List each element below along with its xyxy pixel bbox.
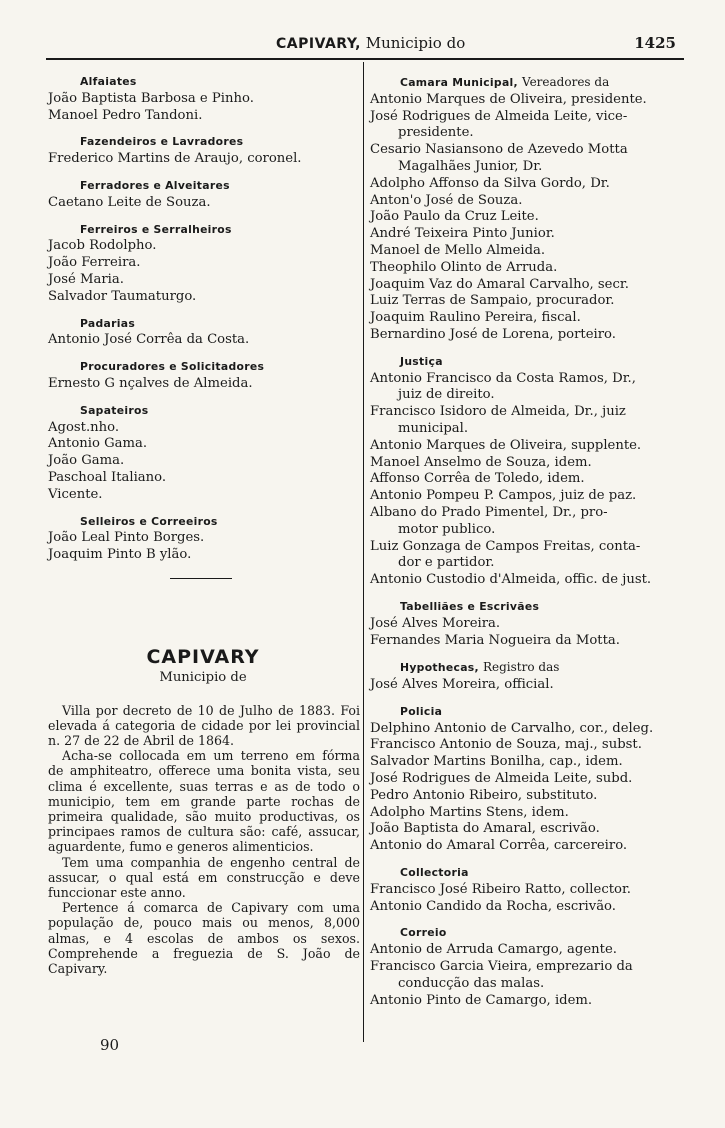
directory-entry: conducção das malas. <box>398 975 545 991</box>
directory-entry: Cesario Nasiansono de Azevedo Motta <box>370 142 628 158</box>
directory-entry: motor publico. <box>398 521 496 537</box>
description-paragraph: Pertence á comarca de Capivary com uma população de, pouco mais ou menos, 8,000 almas, e 4 escolas de ambos os sexos. Comprehende a freguezia de S. João de Capivary. <box>48 900 360 976</box>
directory-entry: dor e partidor. <box>398 555 495 571</box>
directory-entry: Fernandes Maria Nogueira da Motta. <box>370 632 620 648</box>
section-heading-title: Policia <box>400 704 443 718</box>
directory-entry: Antonio José Corrêa da Costa. <box>48 332 250 348</box>
directory-entry: Caetano Leite de Souza. <box>48 194 211 210</box>
directory-entry: Affonso Corrêa de Toledo, idem. <box>370 471 585 487</box>
directory-entry: municipal. <box>398 420 469 436</box>
directory-entry: Agost.nho. <box>48 419 120 435</box>
directory-entry: Joaquim Raulino Pereira, fiscal. <box>370 310 581 326</box>
section-heading: Selleiros e Correeiros <box>80 514 218 528</box>
directory-entry: João Leal Pinto Borges. <box>48 530 205 546</box>
section-heading: Padarias <box>80 316 136 330</box>
directory-entry: Antonio Marques de Oliveira, presidente. <box>370 91 647 107</box>
right-column <box>370 74 686 1009</box>
directory-entry: Pedro Antonio Ribeiro, substituto. <box>370 787 598 803</box>
directory-entry: Manoel Anselmo de Souza, idem. <box>370 454 592 470</box>
directory-entry: Joaquim Vaz do Amaral Carvalho, secr. <box>370 276 629 292</box>
directory-entry: André Teixeira Pinto Junior. <box>370 226 555 242</box>
section-gap <box>48 168 358 178</box>
directory-entry: José Rodrigues de Almeida Leite, vice- <box>370 108 628 124</box>
section-gap <box>370 589 686 599</box>
directory-entry: José Maria. <box>48 271 124 287</box>
section-gap <box>370 915 686 925</box>
section-gap <box>370 694 686 704</box>
section-heading-extra: Vereadores da <box>522 75 610 89</box>
section-gap <box>48 349 358 359</box>
directory-entry: Antonio Francisco da Costa Ramos, Dr., <box>370 370 636 386</box>
directory-entry: Salvador Taumaturgo. <box>48 288 197 304</box>
section-heading-extra: Registro das <box>482 660 560 675</box>
section-heading-title: Collectoria <box>400 866 469 880</box>
section-gap <box>48 393 358 403</box>
directory-entry: João Baptista do Amaral, escrivão. <box>370 821 600 837</box>
directory-entry: Francisco Isidoro de Almeida, Dr., juiz <box>370 404 626 420</box>
section-gap <box>370 649 686 659</box>
section-heading: Fazendeiros e Lavradores <box>80 135 244 149</box>
section-heading <box>370 865 686 882</box>
directory-entry: Manoel Pedro Tandoni. <box>48 107 203 123</box>
directory-entry: Francisco Garcia Vieira, emprezario da <box>370 959 633 975</box>
directory-entry: Salvador Martins Bonilha, cap., idem. <box>370 754 623 770</box>
directory-entry: Luiz Gonzaga de Campos Freitas, conta- <box>370 538 641 554</box>
directory-entry: Antonio Gama. <box>48 436 148 452</box>
directory-entry: Vicente. <box>48 486 103 502</box>
section-heading: Ferradores e Alveitares <box>80 178 230 192</box>
directory-entry: Ernesto G nçalves de Almeida. <box>48 375 253 391</box>
section-heading-title: Correio <box>400 926 447 940</box>
section-heading: Ferreiros e Serralheiros <box>80 222 232 236</box>
directory-entry: Antonio do Amaral Corrêa, carcereiro. <box>370 838 628 854</box>
section-gap <box>48 306 358 316</box>
section-gap <box>370 344 686 354</box>
municipality-title: CAPIVARY <box>146 645 260 668</box>
running-header <box>48 34 680 56</box>
description-paragraph: Villa por decreto de 10 de Julho de 1883. Foi elevada á categoria de cidade por lei provincial n. 27 de 22 de Abril de 1864. <box>48 702 360 748</box>
directory-entry: Luiz Terras de Sampaio, procurador. <box>370 293 615 309</box>
directory-entry: Theophilo Olinto de Arruda. <box>370 259 558 275</box>
directory-entry: Antonio Marques de Oliveira, supplente. <box>370 437 642 453</box>
municipality-subtitle: Municipio de <box>159 669 247 685</box>
directory-entry: Paschoal Italiano. <box>48 469 167 485</box>
directory-entry: Anton'o José de Souza. <box>370 192 523 208</box>
description-paragraph: Acha-se collocada em um terreno em fórma de amphiteatro, offerece uma bonita vista, seu clima é excellente, suas terras e as de todo o municipio, tem em grande parte rochas de primeira qualidade, são muito productivas, os principaes ramos de cultura são: café, assucar, aguardente, fumo e generos alimenticios. <box>48 748 360 855</box>
header-page-number: 1425 <box>634 34 676 52</box>
header-city: CAPIVARY, <box>276 36 361 52</box>
section-heading <box>370 925 686 942</box>
section-heading-title: Camara Municipal, <box>400 76 518 89</box>
column-divider <box>363 62 364 1042</box>
directory-entry: Adolpho Affonso da Silva Gordo, Dr. <box>370 175 610 191</box>
directory-entry: Francisco José Ribeiro Ratto, collector. <box>370 881 631 897</box>
section-heading-title: Hypothecas, <box>400 661 479 675</box>
header-rule <box>46 58 684 60</box>
directory-entry: João Paulo da Cruz Leite. <box>370 209 539 225</box>
directory-entry: Frederico Martins de Araujo, coronel. <box>48 151 302 167</box>
directory-entry: José Alves Moreira, official. <box>370 677 554 693</box>
directory-entry: Antonio Custodio d'Almeida, offic. de just. <box>370 572 652 588</box>
directory-entry: José Alves Moreira. <box>370 615 501 631</box>
left-column <box>48 74 358 976</box>
section-heading <box>370 659 686 677</box>
section-heading <box>370 74 686 92</box>
directory-entry: Antonio de Arruda Camargo, agente. <box>370 942 617 958</box>
directory-entry: Bernardino José de Lorena, porteiro. <box>370 326 616 342</box>
header-title <box>276 34 465 52</box>
directory-entry: Antonio Pompeu P. Campos, juiz de paz. <box>370 488 637 504</box>
section-heading-title: Tabelliães e Escrivães <box>400 599 540 613</box>
directory-entry: Jacob Rodolpho. <box>48 238 157 254</box>
directory-entry: Antonio Pinto de Camargo, idem. <box>370 992 593 1008</box>
directory-entry: Francisco Antonio de Souza, maj., subst. <box>370 737 642 753</box>
municipality-description <box>48 703 358 977</box>
section-gap <box>48 504 358 514</box>
directory-entry: presidente. <box>398 125 474 141</box>
directory-entry: João Gama. <box>48 453 125 469</box>
directory-entry: Delphino Antonio de Carvalho, cor., deleg. <box>370 720 654 736</box>
section-gap <box>48 212 358 222</box>
directory-entry: Joaquim Pinto B ylão. <box>48 547 192 563</box>
section-heading <box>370 704 686 721</box>
directory-entry: Antonio Candido da Rocha, escrivão. <box>370 898 616 914</box>
description-paragraph: Tem uma companhia de engenho central de assucar, o qual está em construcção e deve funccionar este anno. <box>48 854 360 900</box>
directory-entry: juiz de direito. <box>398 387 495 403</box>
section-heading: Procuradores e Solicitadores <box>80 360 265 374</box>
section-heading: Sapateiros <box>80 403 149 417</box>
page-number: 90 <box>100 1036 120 1054</box>
header-rest: Municipio do <box>365 34 466 52</box>
directory-entry: Magalhães Junior, Dr. <box>398 158 543 174</box>
section-gap <box>370 855 686 865</box>
directory-entry: Albano do Prado Pimentel, Dr., pro- <box>370 504 608 520</box>
section-heading: Alfaiates <box>80 75 137 88</box>
section-heading-title: Justiça <box>400 354 443 368</box>
section-gap <box>48 124 358 134</box>
directory-entry: José Rodrigues de Almeida Leite, subd. <box>370 771 633 787</box>
directory-entry: Adolpho Martins Stens, idem. <box>370 804 569 820</box>
directory-entry: Manoel de Mello Almeida. <box>370 242 546 258</box>
section-heading <box>370 354 686 371</box>
separator-rule <box>170 578 232 579</box>
directory-entry: João Baptista Barbosa e Pinho. <box>48 90 254 106</box>
section-heading <box>370 599 686 616</box>
directory-entry: João Ferreira. <box>48 255 141 271</box>
